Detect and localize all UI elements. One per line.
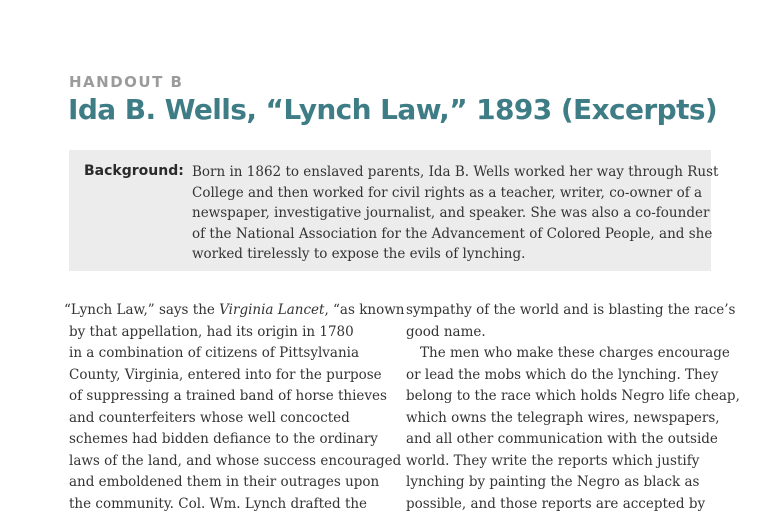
background-line: College and then worked for civil rights as a teacher, writer, co-owner of a: [192, 183, 692, 204]
body-line: by that appellation, had its origin in 1780: [64, 322, 384, 344]
body-line: possible, and those reports are accepted by: [406, 494, 724, 515]
quote-intro: “Lynch Law,” says the: [64, 302, 219, 318]
background-line: newspaper, investigative journalist, and speaker. She was also a co-founder: [192, 203, 692, 224]
body-line: [64, 300, 384, 322]
background-line: Born in 1862 to enslaved parents, Ida B. Wells worked her way through Rust: [192, 162, 692, 183]
right-column: [406, 300, 724, 515]
body-line: the community. Col. Wm. Lynch drafted the: [64, 494, 384, 515]
body-line: schemes had bidden defiance to the ordinary: [64, 429, 384, 451]
body-line: and emboldened them in their outrages upon: [64, 472, 384, 494]
body-line: belong to the race which holds Negro life cheap,: [406, 386, 724, 408]
background-text: [192, 162, 692, 265]
left-column: [64, 300, 384, 515]
source-title: Virginia Lancet: [219, 302, 324, 318]
background-label: Background:: [84, 163, 184, 179]
handout-label: HANDOUT B: [69, 73, 184, 91]
background-line: worked tirelessly to expose the evils of lynching.: [192, 244, 692, 265]
background-line: of the National Association for the Advancement of Colored People, and she: [192, 224, 692, 245]
body-line: The men who make these charges encourage: [406, 343, 724, 365]
body-line: of suppressing a trained band of horse thieves: [64, 386, 384, 408]
body-line: good name.: [406, 322, 724, 344]
body-line: sympathy of the world and is blasting the race’s: [406, 300, 724, 322]
body-line: lynching by painting the Negro as black as: [406, 472, 724, 494]
body-line: or lead the mobs which do the lynching. They: [406, 365, 724, 387]
quote-continuation: , “as known: [324, 302, 404, 318]
background-box: [69, 150, 711, 271]
body-line: in a combination of citizens of Pittsylvania: [64, 343, 384, 365]
page-title: Ida B. Wells, “Lynch Law,” 1893 (Excerpts): [68, 93, 717, 126]
body-line: County, Virginia, entered into for the purpose: [64, 365, 384, 387]
body-line: world. They write the reports which justify: [406, 451, 724, 473]
body-line: laws of the land, and whose success encouraged: [64, 451, 384, 473]
body-line: and all other communication with the outside: [406, 429, 724, 451]
body-line: and counterfeiters whose well concocted: [64, 408, 384, 430]
body-line: which owns the telegraph wires, newspapers,: [406, 408, 724, 430]
